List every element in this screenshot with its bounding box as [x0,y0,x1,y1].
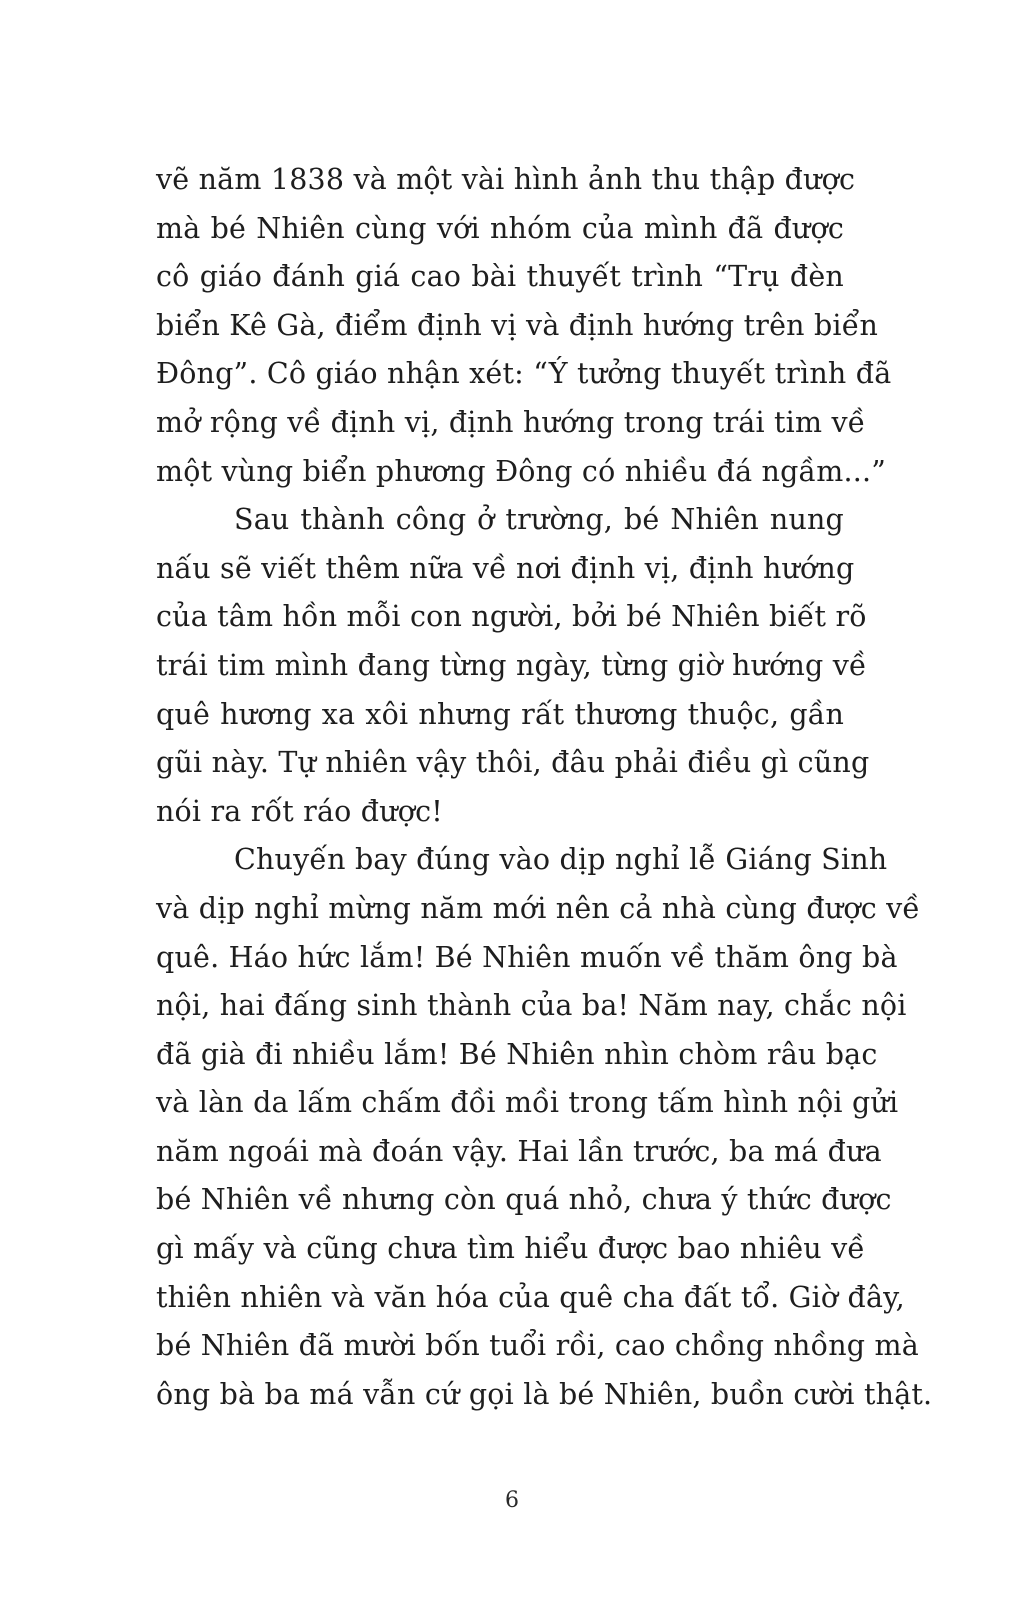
text-line: gũi này. Tự nhiên vậy thôi, đâu phải điều gì cũng [156,746,870,780]
text-line: gì mấy và cũng chưa tìm hiểu được bao nhiêu về [156,1232,866,1266]
text-line: mà bé Nhiên cùng với nhóm của mình đã được [156,211,844,245]
text-line: nói ra rốt ráo được! [156,794,443,828]
paragraph-1 [156,156,892,496]
text-line: thiên nhiên và văn hóa của quê cha đất tổ. Giờ đây, [156,1280,905,1314]
text-line: một vùng biển phương Đông có nhiều đá ngầm...” [156,454,886,488]
text-line: Sau thành công ở trường, bé Nhiên nung [234,503,844,537]
paragraph-2 [156,496,870,836]
body-text [156,156,933,1419]
text-line: Chuyến bay đúng vào dịp nghỉ lễ Giáng Sinh [234,843,888,877]
text-line: và làn da lấm chấm đồi mồi trong tấm hình nội gửi [156,1086,899,1120]
text-line: biển Kê Gà, điểm định vị và định hướng trên biển [156,308,879,342]
text-line: Đông”. Cô giáo nhận xét: “Ý tưởng thuyết trình đã [156,357,892,391]
text-line: vẽ năm 1838 và một vài hình ảnh thu thập được [156,163,856,196]
text-line: nấu sẽ viết thêm nữa về nơi định vị, định hướng [156,551,855,585]
text-line: ông bà ba má vẫn cứ gọi là bé Nhiên, buồn cười thật. [156,1377,933,1411]
page-number: 6 [505,1488,519,1513]
text-line: năm ngoái mà đoán vậy. Hai lần trước, ba má đưa [156,1134,882,1168]
text-line: quê hương xa xôi nhưng rất thương thuộc, gần [156,697,844,731]
text-line: và dịp nghỉ mừng năm mới nên cả nhà cùng được về [156,891,921,925]
text-line: đã già đi nhiều lắm! Bé Nhiên nhìn chòm râu bạc [156,1037,878,1071]
paragraph-3 [156,836,933,1419]
text-line: cô giáo đánh giá cao bài thuyết trình “Trụ đèn [156,260,844,294]
text-line: quê. Háo hức lắm! Bé Nhiên muốn về thăm ông bà [156,940,898,974]
text-line: trái tim mình đang từng ngày, từng giờ hướng về [156,648,867,682]
text-line: bé Nhiên đã mười bốn tuổi rồi, cao chồng nhồng mà [156,1329,919,1363]
text-line: nội, hai đấng sinh thành của ba! Năm nay, chắc nội [156,989,907,1023]
text-line: bé Nhiên về nhưng còn quá nhỏ, chưa ý thức được [156,1183,892,1217]
text-line: mở rộng về định vị, định hướng trong trái tim về [156,405,866,439]
text-line: của tâm hồn mỗi con người, bởi bé Nhiên biết rõ [156,600,867,634]
